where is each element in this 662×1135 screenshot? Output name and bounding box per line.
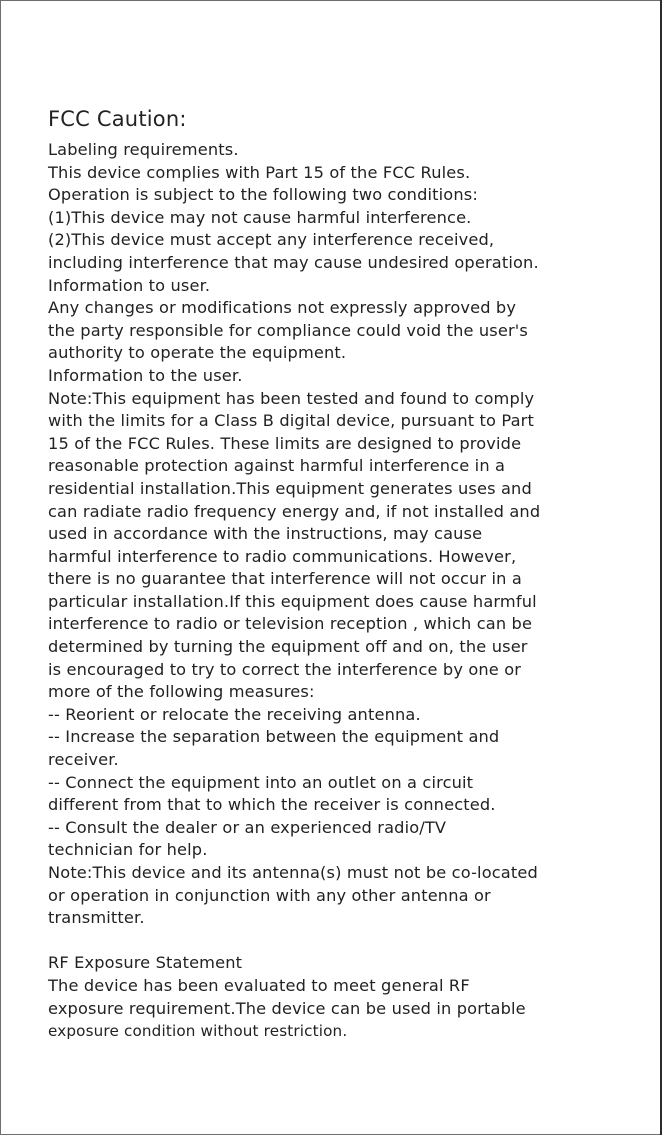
text-line: determined by turning the equipment off and on, the user	[48, 637, 528, 657]
text-line: transmitter.	[48, 908, 145, 928]
text-line: exposure requirement.The device can be used in portable	[48, 998, 526, 1018]
section-spacer	[48, 930, 648, 953]
text-line: residential installation.This equipment generates uses and	[48, 478, 532, 498]
text-line: -- Reorient or relocate the receiving antenna.	[48, 704, 421, 724]
text-line: particular installation.If this equipment does cause harmful	[48, 591, 537, 611]
text-line: (1)This device may not cause harmful interference.	[48, 207, 472, 227]
text-line: The device has been evaluated to meet general RF	[48, 975, 470, 995]
text-line: -- Consult the dealer or an experienced radio/TV	[48, 817, 447, 837]
text-line: used in accordance with the instructions, may cause	[48, 524, 483, 544]
text-line: harmful interference to radio communications. However,	[48, 546, 517, 566]
text-line: exposure condition without restriction.	[48, 1022, 348, 1041]
text-line: Note:This equipment has been tested and found to comply	[48, 388, 535, 408]
text-line: Information to user.	[48, 275, 211, 295]
text-line: -- Connect the equipment into an outlet on a circuit	[48, 772, 474, 792]
text-line: Labeling requirements.	[48, 140, 239, 159]
text-line: reasonable protection against harmful interference in a	[48, 456, 506, 476]
text-line: including interference that may cause undesired operation.	[48, 252, 539, 272]
text-line: with the limits for a Class B digital device, pursuant to Part	[48, 411, 534, 431]
text-line: can radiate radio frequency energy and, if not installed and	[48, 501, 541, 521]
text-line: the party responsible for compliance could void the user's	[48, 320, 528, 340]
text-line: different from that to which the receiver is connected.	[48, 795, 496, 815]
text-line: authority to operate the equipment.	[48, 343, 347, 363]
text-line: This device complies with Part 15 of the FCC Rules.	[48, 162, 471, 182]
text-line: receiver.	[48, 750, 119, 770]
text-line: is encouraged to try to correct the interference by one or	[48, 659, 522, 679]
text-line: 15 of the FCC Rules. These limits are designed to provide	[48, 433, 522, 453]
text-line: Operation is subject to the following two conditions:	[48, 185, 478, 205]
text-line: Any changes or modifications not expressly approved by	[48, 298, 517, 318]
text-line: Note:This device and its antenna(s) must not be co-located	[48, 863, 538, 882]
document-content	[48, 107, 648, 1043]
text-line: (2)This device must accept any interference received,	[48, 230, 495, 250]
text-line: more of the following measures:	[48, 682, 315, 702]
text-line: -- Increase the separation between the equipment and	[48, 727, 500, 747]
rf-section-heading: RF Exposure Statement	[48, 953, 243, 973]
page-title: FCC Caution:	[48, 107, 187, 131]
text-line: or operation in conjunction with any other antenna or	[48, 885, 491, 905]
text-line: technician for help.	[48, 840, 208, 860]
text-line: Information to the user.	[48, 365, 243, 385]
text-line: interference to radio or television reception , which can be	[48, 614, 533, 634]
text-line: there is no guarantee that interference will not occur in a	[48, 569, 522, 589]
